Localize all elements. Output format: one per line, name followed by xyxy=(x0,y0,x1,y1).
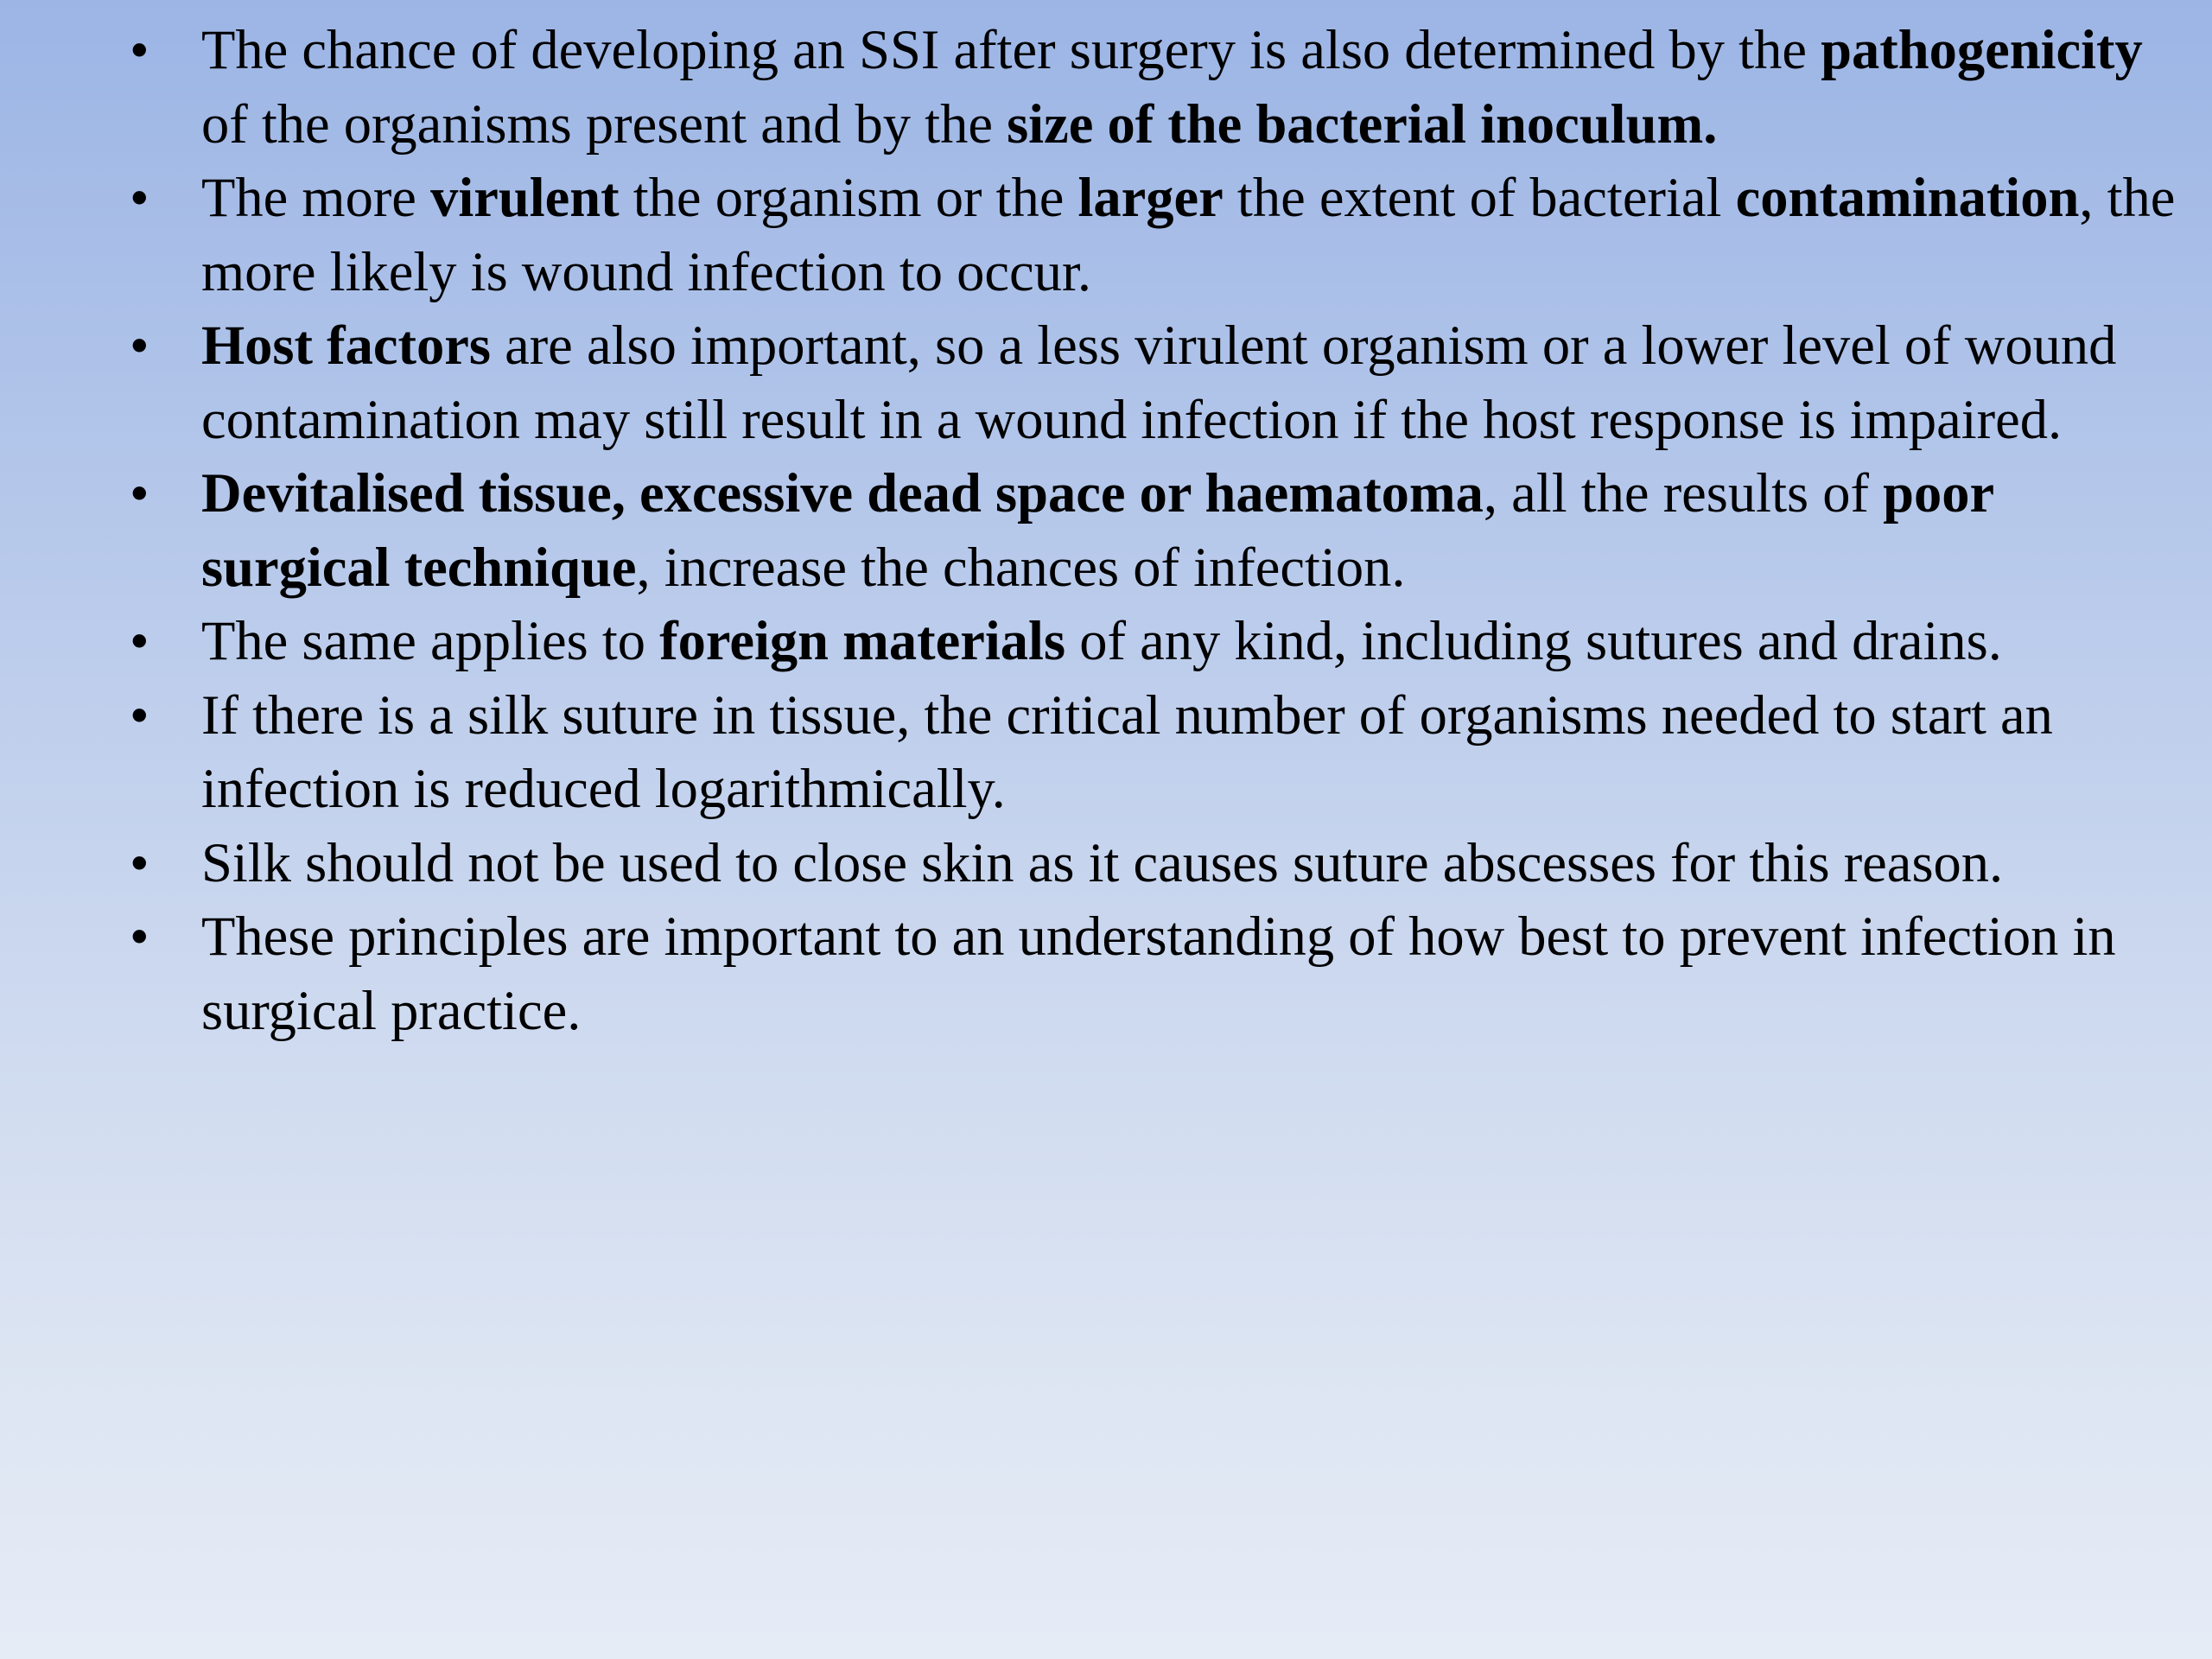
text-segment: These principles are important to an understanding of how best to prevent infection in surgical practice. xyxy=(201,906,2116,1041)
text-segment: , all the results of xyxy=(1483,462,1884,524)
bullet-list xyxy=(130,13,2195,1047)
bullet-marker: • xyxy=(130,610,149,671)
text-segment: are also important, so a less virulent organism or a lower level of wound contamination may still result in a wound infection if the host response is impaired. xyxy=(201,315,2117,450)
text-segment: , the more likely is wound infection to occur. xyxy=(201,167,2176,302)
bullet-item xyxy=(130,161,2195,308)
bullet-marker: • xyxy=(130,906,149,967)
bold-text-segment: size of the bacterial inoculum. xyxy=(1007,92,1718,155)
bullet-item xyxy=(130,826,2195,900)
text-segment: Silk should not be used to close skin as it causes suture abscesses for this reason. xyxy=(201,831,2004,893)
bullet-marker: • xyxy=(130,462,149,524)
bold-text-segment: poor surgical technique xyxy=(201,462,1993,598)
text-segment: , increase the chances of infection. xyxy=(636,536,1406,598)
text-segment: If there is a silk suture in tissue, the critical number of organisms needed to start an infection is reduced logarithmically. xyxy=(201,683,2053,819)
text-segment: of the organisms present and by the xyxy=(201,92,1007,155)
bullet-item xyxy=(130,13,2195,161)
text-segment: The more xyxy=(201,167,431,228)
bold-text-segment: Devitalised tissue, excessive dead space or haematoma xyxy=(201,462,1484,524)
bold-text-segment: Host factors xyxy=(201,315,491,376)
bold-text-segment: larger xyxy=(1077,167,1224,228)
bullet-item xyxy=(130,308,2195,456)
bullet-item xyxy=(130,604,2195,678)
bullet-item xyxy=(130,899,2195,1047)
bullet-item xyxy=(130,678,2195,826)
text-segment: The same applies to xyxy=(201,610,660,671)
bullet-marker: • xyxy=(130,19,149,80)
bold-text-segment: pathogenicity xyxy=(1821,19,2143,80)
bullet-marker: • xyxy=(130,683,149,746)
bold-text-segment: virulent xyxy=(430,167,620,228)
bullet-marker: • xyxy=(130,167,149,228)
text-segment: of any kind, including sutures and drains. xyxy=(1065,610,2002,671)
bold-text-segment: foreign materials xyxy=(659,610,1066,671)
bullet-marker: • xyxy=(130,315,149,376)
text-segment: The chance of developing an SSI after surgery is also determined by the xyxy=(201,19,1821,80)
text-segment: the organism or the xyxy=(619,167,1078,228)
text-segment: the extent of bacterial xyxy=(1223,167,1736,228)
bold-text-segment: contamination xyxy=(1735,167,2080,228)
bullet-item xyxy=(130,456,2195,604)
bullet-marker: • xyxy=(130,831,149,893)
